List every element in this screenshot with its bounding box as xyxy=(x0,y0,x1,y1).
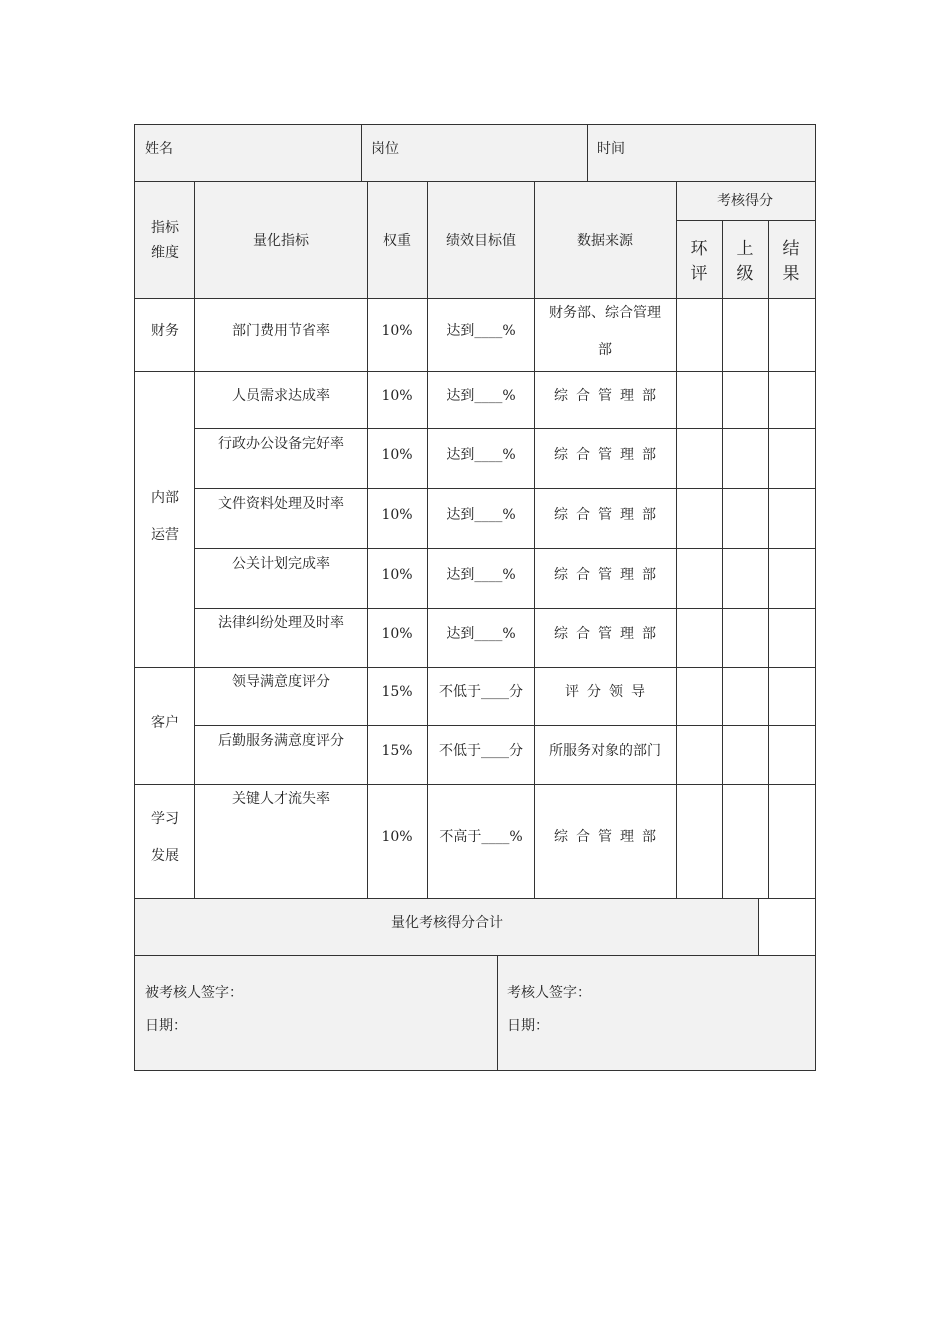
target-cell: 达到____% xyxy=(446,323,516,339)
grid-line xyxy=(497,956,498,1070)
position-label: 岗位 xyxy=(371,141,399,157)
weight-cell: 10% xyxy=(381,323,413,339)
grid-line xyxy=(135,181,815,182)
source-cell-line2: 部 xyxy=(598,342,612,358)
grid-line xyxy=(534,182,535,898)
dimension-header-line2: 维度 xyxy=(151,245,179,261)
source-cell: 评分领导 xyxy=(565,684,653,700)
weight-cell: 10% xyxy=(381,626,413,642)
indicator-cell: 领导满意度评分 xyxy=(232,674,330,690)
grid-line xyxy=(722,221,723,898)
dimension-finance: 财务 xyxy=(151,323,179,339)
grid-line xyxy=(427,182,428,898)
grid-line xyxy=(135,667,815,668)
examinee-signature-label: 被考核人签字： xyxy=(145,985,243,1001)
indicator-cell: 文件资料处理及时率 xyxy=(218,496,344,512)
grid-line xyxy=(194,182,195,898)
score-a-header-2: 评 xyxy=(690,264,708,284)
dimension-internal-line2: 运营 xyxy=(151,527,179,543)
grid-line xyxy=(135,371,815,372)
target-cell: 不低于____分 xyxy=(439,743,523,759)
grid-line xyxy=(135,298,815,299)
grid-line xyxy=(135,784,815,785)
total-score-label: 量化考核得分合计 xyxy=(391,915,503,931)
target-header: 绩效目标值 xyxy=(446,233,516,249)
source-header: 数据来源 xyxy=(577,233,633,249)
source-cell: 综合管理部 xyxy=(554,567,664,583)
source-cell: 综合管理部 xyxy=(554,447,664,463)
weight-cell: 10% xyxy=(381,507,413,523)
grid-line xyxy=(768,221,769,898)
examiner-signature-label: 考核人签字： xyxy=(507,985,591,1001)
weight-cell: 10% xyxy=(381,829,413,845)
indicator-cell: 公关计划完成率 xyxy=(232,556,330,572)
indicator-cell: 关键人才流失率 xyxy=(232,791,330,807)
source-cell: 综合管理部 xyxy=(554,507,664,523)
target-cell: 达到____% xyxy=(446,507,516,523)
target-cell: 不高于____% xyxy=(439,829,523,845)
indicator-cell: 行政办公设备完好率 xyxy=(218,436,344,452)
target-cell: 达到____% xyxy=(446,388,516,404)
weight-cell: 10% xyxy=(381,447,413,463)
grid-line xyxy=(587,125,588,182)
weight-cell: 15% xyxy=(381,743,413,759)
name-label: 姓名 xyxy=(145,141,173,157)
indicator-cell: 后勤服务满意度评分 xyxy=(218,733,344,749)
grid-line xyxy=(676,220,815,221)
dimension-customer: 客户 xyxy=(151,715,179,731)
weight-cell: 15% xyxy=(381,684,413,700)
source-cell: 综合管理部 xyxy=(554,626,664,642)
weight-cell: 10% xyxy=(381,567,413,583)
indicator-cell: 人员需求达成率 xyxy=(232,388,330,404)
grid-line xyxy=(135,898,815,899)
score-group-header: 考核得分 xyxy=(717,193,773,209)
date-right-label: 日期： xyxy=(507,1018,549,1034)
target-cell: 达到____% xyxy=(446,626,516,642)
date-left-label: 日期： xyxy=(145,1018,187,1034)
dimension-learning-line2: 发展 xyxy=(151,848,179,864)
target-cell: 达到____% xyxy=(446,567,516,583)
indicator-cell: 部门费用节省率 xyxy=(232,323,330,339)
dimension-learning-line1: 学习 xyxy=(151,811,179,827)
target-cell: 达到____% xyxy=(446,447,516,463)
source-cell: 综合管理部 xyxy=(554,829,664,845)
source-cell: 综合管理部 xyxy=(554,388,664,404)
time-label: 时间 xyxy=(597,141,625,157)
target-cell: 不低于____分 xyxy=(439,684,523,700)
grid-line xyxy=(676,182,677,898)
dimension-header-line1: 指标 xyxy=(151,220,179,236)
weight-cell: 10% xyxy=(381,388,413,404)
score-b-header-2: 级 xyxy=(736,264,754,284)
grid-line xyxy=(758,899,759,955)
grid-line xyxy=(367,182,368,898)
score-c-header-2: 果 xyxy=(782,264,800,284)
dimension-internal-line1: 内部 xyxy=(151,490,179,506)
indicator-header: 量化指标 xyxy=(253,233,309,249)
source-cell-line1: 财务部、综合管理 xyxy=(549,305,661,321)
score-b-header-1: 上 xyxy=(736,239,754,259)
grid-line xyxy=(135,955,815,956)
grid-line xyxy=(361,125,362,182)
score-a-header-1: 环 xyxy=(690,239,708,259)
indicator-cell: 法律纠纷处理及时率 xyxy=(218,615,344,631)
weight-header: 权重 xyxy=(383,233,411,249)
score-c-header-1: 结 xyxy=(782,239,800,259)
source-cell: 所服务对象的部门 xyxy=(549,743,661,759)
